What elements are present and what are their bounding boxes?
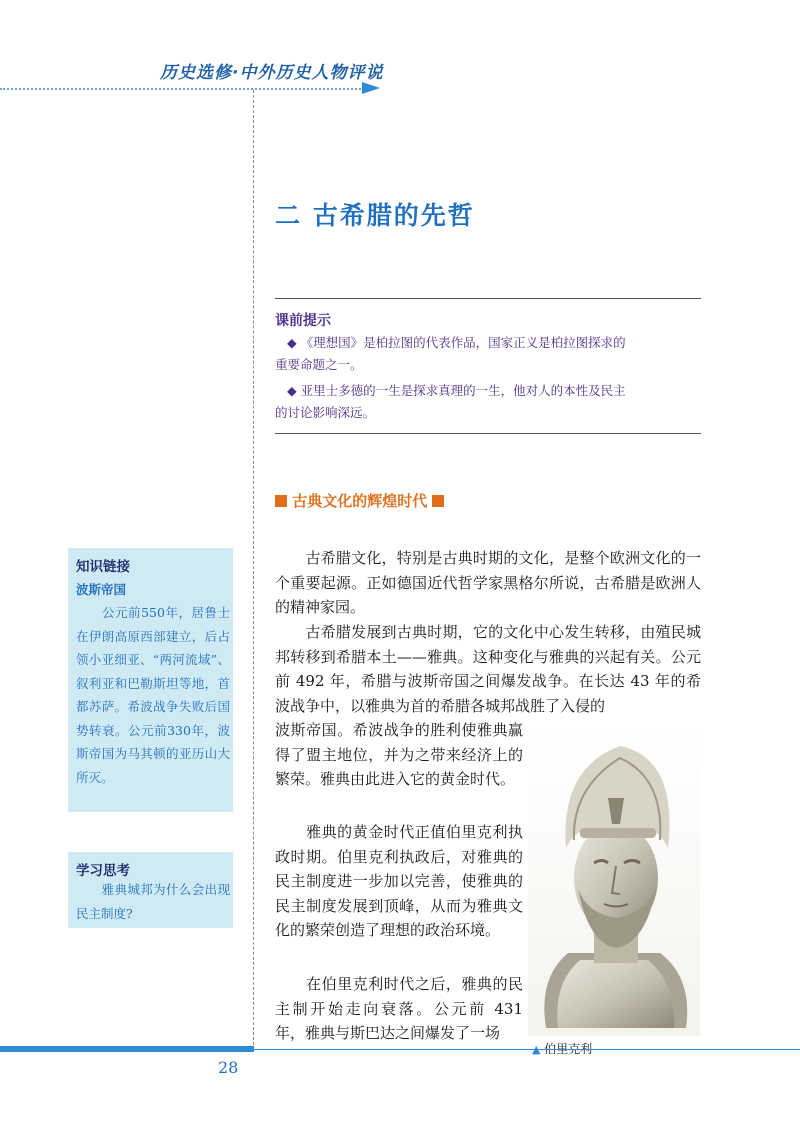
diamond-icon: ◆ xyxy=(287,335,297,350)
diamond-icon: ◆ xyxy=(287,383,297,398)
tip-1-line-1: 《理想国》是柏拉图的代表作品，国家正义是柏拉图探求的 xyxy=(300,335,626,350)
tips-heading: 课前提示 xyxy=(275,313,331,329)
tip-1-line-2: 重要命题之一。 xyxy=(275,357,363,372)
chapter-title: 二 古希腊的先哲 xyxy=(275,201,475,230)
tip-2-line-2: 的讨论影响深远。 xyxy=(275,405,376,420)
paragraph-2-continued: 波斯帝国。希波战争的胜利使雅典赢得了盟主地位，并为之带来经济上的繁荣。雅典由此进入它的黄金时代。 xyxy=(275,721,523,788)
sidebar-knowledge-subheading: 波斯帝国 xyxy=(76,582,127,597)
sidebar-study-heading: 学习思考 xyxy=(76,863,130,879)
triangle-up-icon: ▲ xyxy=(532,1043,541,1056)
arrow-right-icon xyxy=(362,82,380,94)
paragraph-1: 古希腊文化，特别是古典时期的文化，是整个欧洲文化的一个重要起源。正如德国近代哲学家黑格尔所说，古希腊是欧洲人的精神家园。 xyxy=(275,549,701,616)
column-divider xyxy=(253,90,254,1050)
sidebar-study-thinking xyxy=(68,852,233,928)
square-icon xyxy=(275,495,287,507)
tip-item-2 xyxy=(275,380,701,424)
paragraph-3: 雅典的黄金时代正值伯里克利执政时期。伯里克利执政后，对雅典的民主制度进一步加以完善，使雅典的民主制度发展到顶峰，从而为雅典文化的繁荣创造了理想的政治环境。 xyxy=(275,823,523,939)
paragraph-2: 古希腊发展到古典时期，它的文化中心发生转移，由殖民城邦转移到希腊本土——雅典。这种变化与雅典的兴起有关。公元前 492 年，希腊与波斯帝国之间爆发战争。在长达 43 年的希波战争中，以雅典为首的希腊各城邦战胜了入侵的 xyxy=(275,623,701,715)
footer-line xyxy=(254,1049,800,1050)
sidebar-study-text: 雅典城邦为什么会出现民主制度? xyxy=(76,882,230,921)
sidebar-knowledge-text: 公元前550年，居鲁士在伊朗高原西部建立，后占领小亚细亚、“两河流域”、叙利亚和巴勒斯坦等地，首都苏萨。希波战争失败后国势转衰。公元前330年，波斯帝国为马其顿的亚历山大所灭。 xyxy=(76,605,230,785)
series-title: 历史选修·中外历史人物评说 xyxy=(160,63,384,83)
tip-2-line-1: 亚里士多德的一生是探求真理的一生，他对人的本性及民主 xyxy=(300,383,626,398)
page-number: 28 xyxy=(218,1058,239,1077)
sidebar-knowledge-heading: 知识链接 xyxy=(76,559,130,575)
sidebar-knowledge-link xyxy=(68,548,233,812)
tip-item-1 xyxy=(275,332,701,376)
header-dotted-rule xyxy=(0,88,368,90)
footer-bar xyxy=(0,1046,254,1052)
section-heading xyxy=(275,490,444,511)
section-heading-text: 古典文化的辉煌时代 xyxy=(292,492,428,510)
figure-caption-text: 伯里克利 xyxy=(544,1042,593,1056)
pericles-bust-illustration xyxy=(528,728,700,1036)
square-icon xyxy=(432,495,444,507)
paragraph-4: 在伯里克利时代之后，雅典的民主制开始走向衰落。公元前 431 年，雅典与斯巴达之间爆发了一场 xyxy=(275,975,523,1042)
pericles-bust-image xyxy=(528,728,700,1036)
